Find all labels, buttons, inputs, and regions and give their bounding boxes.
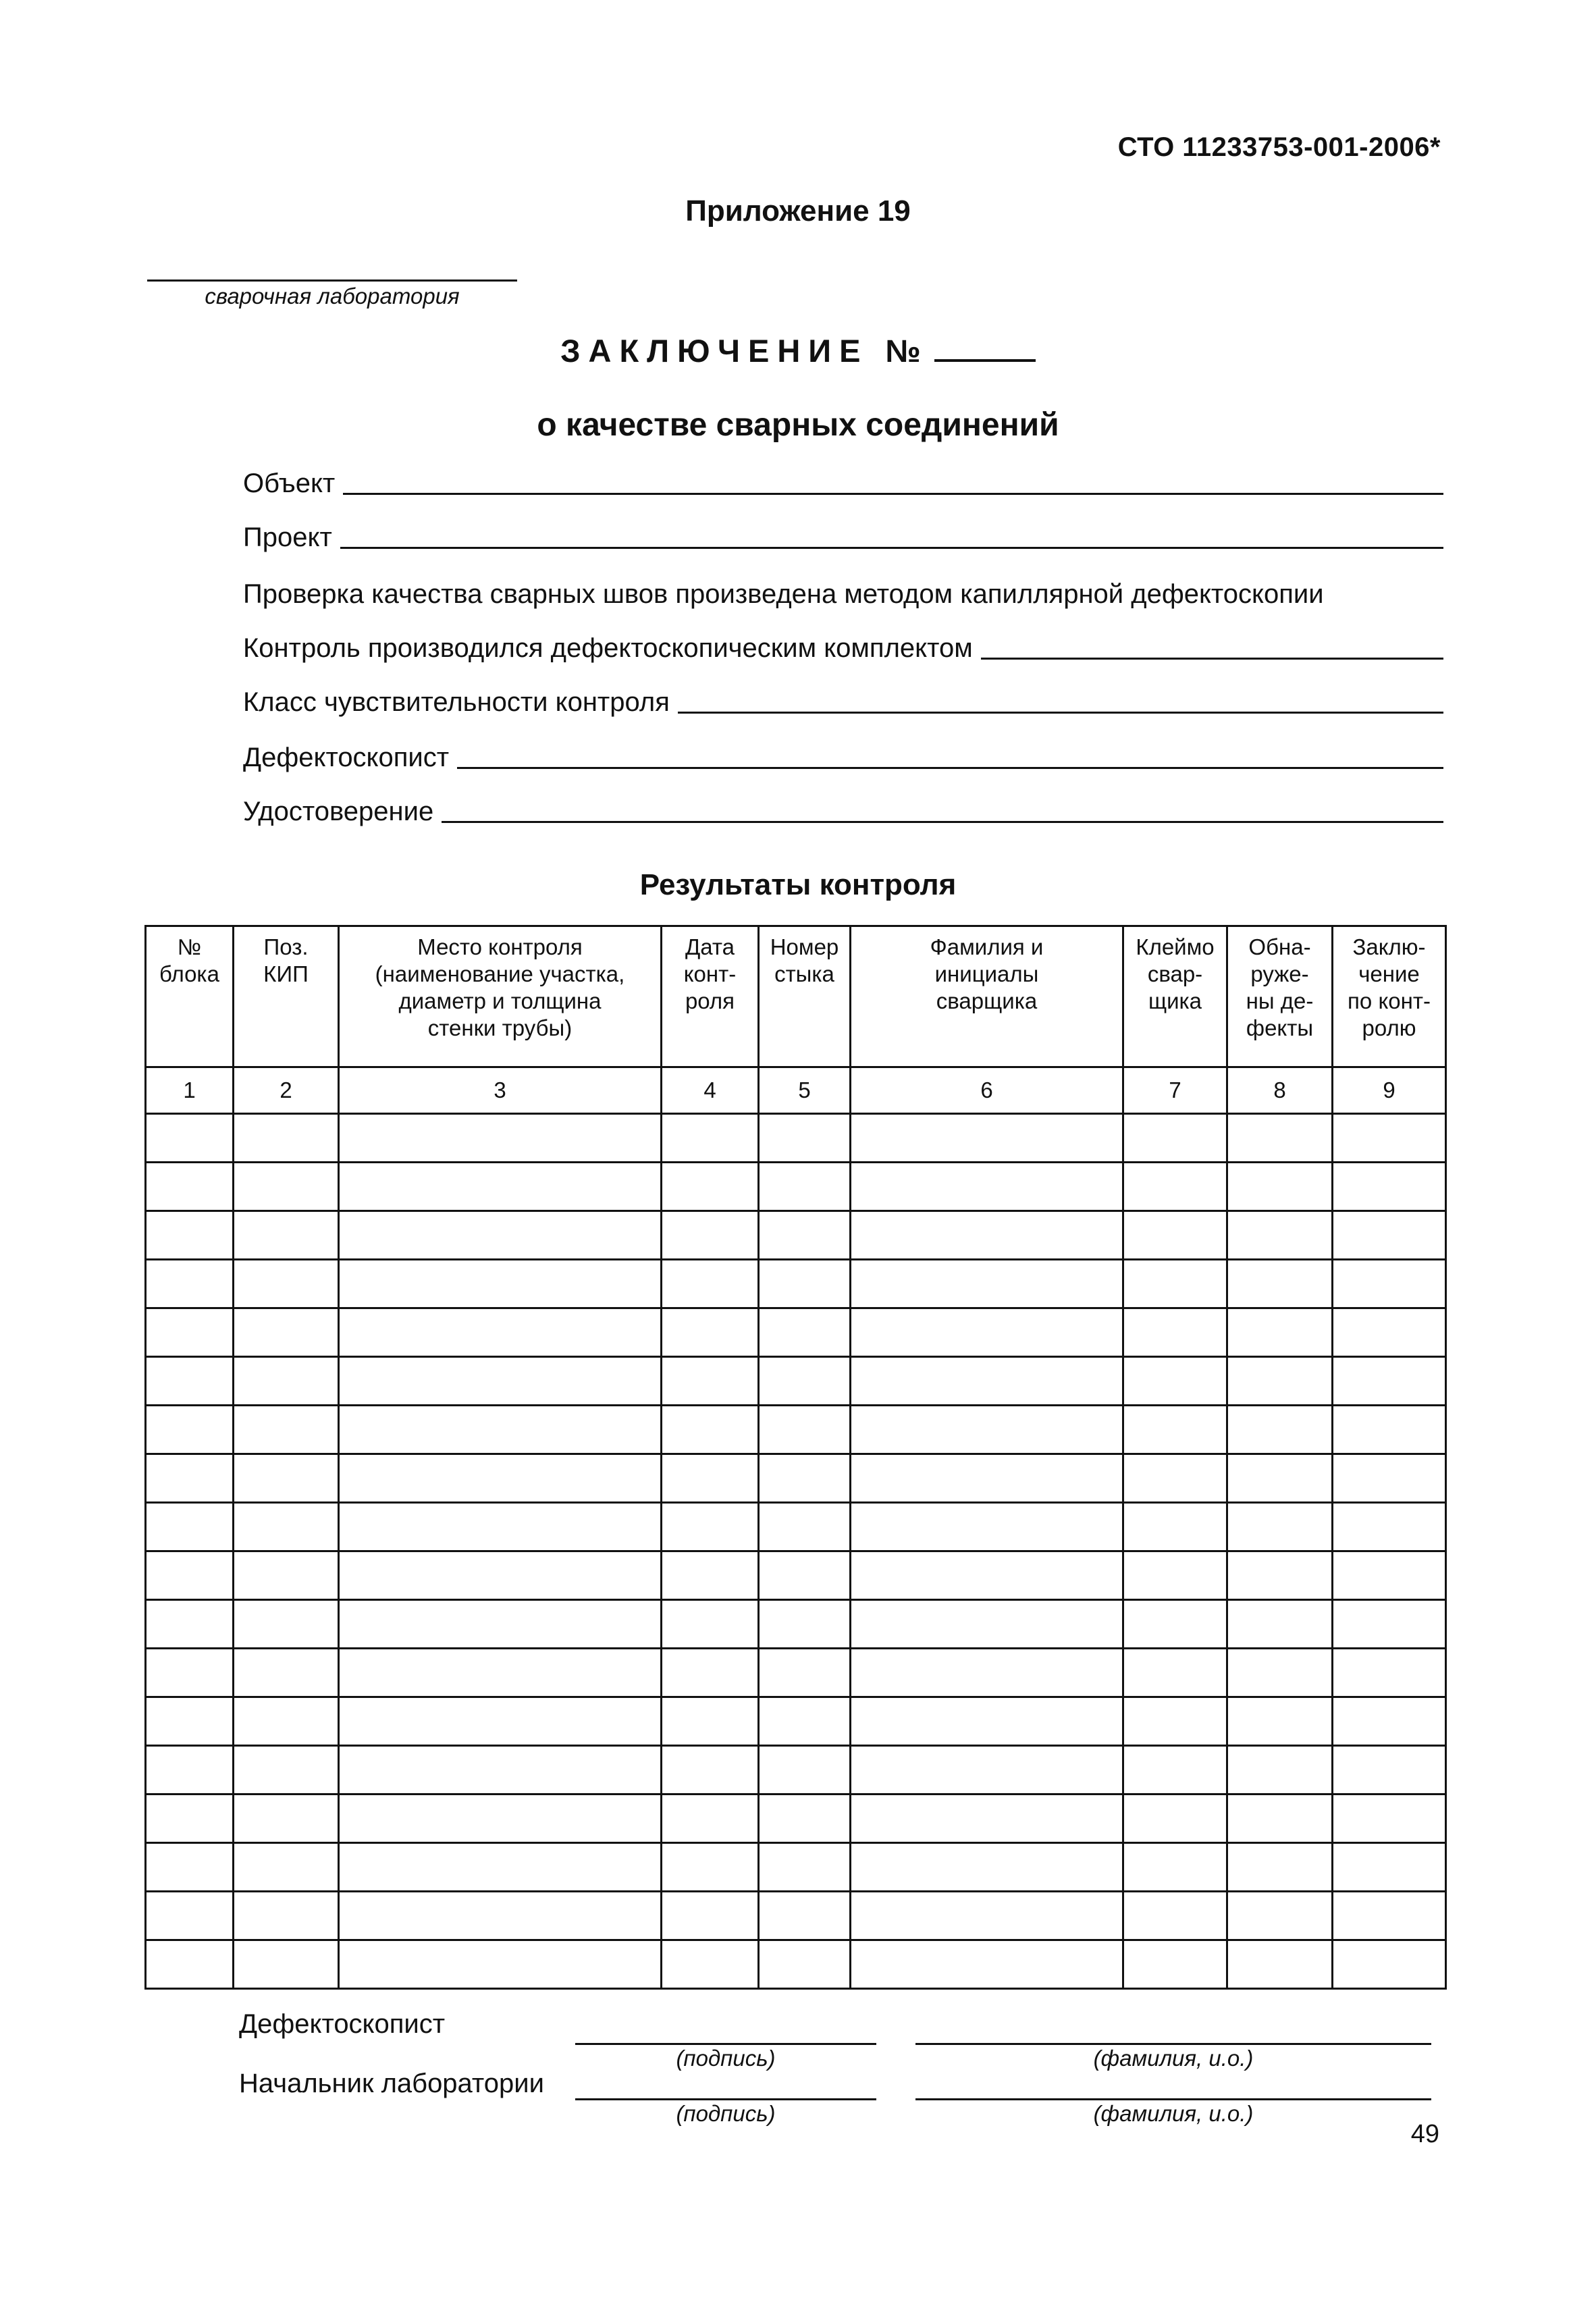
object-input-line[interactable] <box>343 492 1443 495</box>
table-cell[interactable] <box>339 1843 662 1892</box>
sensitivity-field <box>243 687 1443 718</box>
project-field <box>243 523 1443 553</box>
table-cell[interactable] <box>146 1551 234 1600</box>
sign-head-name-line[interactable] <box>915 2098 1431 2100</box>
results-table <box>144 925 1447 1990</box>
table-cell[interactable] <box>851 1892 1123 1940</box>
table-cell[interactable] <box>851 1308 1123 1357</box>
table-cell[interactable] <box>1333 1649 1446 1697</box>
table-cell[interactable] <box>234 1649 339 1697</box>
table-cell[interactable] <box>234 1503 339 1551</box>
table-cell[interactable] <box>339 1892 662 1940</box>
sign-head-name-caption: (фамилия, и.о.) <box>1093 2101 1254 2126</box>
table-cell[interactable] <box>339 1600 662 1649</box>
table-cell[interactable] <box>759 1794 851 1843</box>
table-cell[interactable] <box>1123 1843 1227 1892</box>
table-cell[interactable] <box>1123 1308 1227 1357</box>
table-cell[interactable] <box>1227 1357 1333 1406</box>
table-cell[interactable] <box>339 1406 662 1454</box>
table-row <box>146 1697 1446 1746</box>
col-header-conclusion: Заклю- чение по конт- ролю <box>1333 926 1446 1067</box>
table-cell[interactable] <box>851 1454 1123 1503</box>
table-cell[interactable] <box>759 1940 851 1989</box>
table-cell[interactable] <box>146 1454 234 1503</box>
sign-head-signature-line[interactable] <box>575 2098 876 2100</box>
table-cell[interactable] <box>339 1794 662 1843</box>
table-cell[interactable] <box>662 1600 759 1649</box>
table-cell[interactable] <box>1227 1892 1333 1940</box>
table-cell[interactable] <box>339 1503 662 1551</box>
inspector-field <box>243 743 1443 773</box>
column-number: 4 <box>662 1067 759 1114</box>
table-cell[interactable] <box>146 1794 234 1843</box>
col-header-welder-stamp: Клеймо свар- щика <box>1123 926 1227 1067</box>
table-row <box>146 1503 1446 1551</box>
table-cell[interactable] <box>662 1260 759 1308</box>
table-cell[interactable] <box>1227 1843 1333 1892</box>
kit-label: Контроль производился дефектоскопическим комплектом <box>243 633 973 663</box>
method-text: Проверка качества сварных швов произведена методом капиллярной дефектоскопии <box>243 579 1324 609</box>
table-row <box>146 1649 1446 1697</box>
table-cell[interactable] <box>146 1114 234 1163</box>
table-cell[interactable] <box>234 1454 339 1503</box>
table-cell[interactable] <box>1333 1454 1446 1503</box>
column-number: 6 <box>851 1067 1123 1114</box>
sign-inspector-name-caption: (фамилия, и.о.) <box>1093 2046 1254 2071</box>
certificate-label: Удостоверение <box>243 797 434 826</box>
table-cell[interactable] <box>146 1357 234 1406</box>
table-cell[interactable] <box>1123 1746 1227 1794</box>
table-cell[interactable] <box>1227 1406 1333 1454</box>
lab-name-line[interactable] <box>147 280 517 282</box>
table-cell[interactable] <box>662 1697 759 1746</box>
sensitivity-input-line[interactable] <box>678 711 1443 714</box>
table-cell[interactable] <box>1227 1649 1333 1697</box>
sign-head-label: Начальник лаборатории <box>239 2069 544 2098</box>
table-cell[interactable] <box>759 1697 851 1746</box>
table-cell[interactable] <box>1333 1551 1446 1600</box>
table-cell[interactable] <box>851 1211 1123 1260</box>
kit-field <box>243 633 1443 664</box>
column-number: 8 <box>1227 1067 1333 1114</box>
table-cell[interactable] <box>1123 1114 1227 1163</box>
table-row <box>146 1357 1446 1406</box>
column-number: 7 <box>1123 1067 1227 1114</box>
table-cell[interactable] <box>1227 1308 1333 1357</box>
col-header-block: № блока <box>146 926 234 1067</box>
table-cell[interactable] <box>1123 1892 1227 1940</box>
table-cell[interactable] <box>339 1114 662 1163</box>
table-cell[interactable] <box>759 1211 851 1260</box>
column-number-row <box>146 1067 1446 1114</box>
table-cell[interactable] <box>234 1600 339 1649</box>
table-cell[interactable] <box>1123 1163 1227 1211</box>
table-cell[interactable] <box>851 1600 1123 1649</box>
col-header-joint: Номер стыка <box>759 926 851 1067</box>
table-cell[interactable] <box>662 1551 759 1600</box>
table-row <box>146 1211 1446 1260</box>
inspector-label: Дефектоскопист <box>243 743 450 772</box>
table-cell[interactable] <box>234 1260 339 1308</box>
header-row <box>146 926 1446 1067</box>
table-cell[interactable] <box>1333 1357 1446 1406</box>
table-cell[interactable] <box>759 1114 851 1163</box>
table-cell[interactable] <box>146 1940 234 1989</box>
table-cell[interactable] <box>1123 1649 1227 1697</box>
table-cell[interactable] <box>146 1260 234 1308</box>
certificate-field <box>243 797 1443 827</box>
table-cell[interactable] <box>146 1406 234 1454</box>
table-cell[interactable] <box>146 1697 234 1746</box>
table-cell[interactable] <box>851 1503 1123 1551</box>
table-cell[interactable] <box>146 1163 234 1211</box>
table-cell[interactable] <box>1333 1600 1446 1649</box>
table-cell[interactable] <box>1333 1697 1446 1746</box>
table-cell[interactable] <box>1333 1940 1446 1989</box>
table-cell[interactable] <box>662 1892 759 1940</box>
table-cell[interactable] <box>759 1260 851 1308</box>
table-cell[interactable] <box>234 1697 339 1746</box>
table-cell[interactable] <box>1227 1503 1333 1551</box>
table-row <box>146 1308 1446 1357</box>
document-code: СТО 11233753-001-2006* <box>1117 132 1441 162</box>
table-cell[interactable] <box>759 1649 851 1697</box>
table-cell[interactable] <box>234 1940 339 1989</box>
table-cell[interactable] <box>662 1308 759 1357</box>
results-title: Результаты контроля <box>639 868 957 901</box>
col-header-welder-name: Фамилия и инициалы сварщика <box>851 926 1123 1067</box>
table-row <box>146 1600 1446 1649</box>
table-cell[interactable] <box>339 1746 662 1794</box>
table-cell[interactable] <box>759 1406 851 1454</box>
col-header-date: Дата конт- роля <box>662 926 759 1067</box>
table-cell[interactable] <box>1123 1697 1227 1746</box>
table-cell[interactable] <box>1123 1940 1227 1989</box>
sign-inspector-label: Дефектоскопист <box>239 2009 446 2039</box>
table-cell[interactable] <box>662 1114 759 1163</box>
page-number: 49 <box>1410 2120 1439 2148</box>
table-cell[interactable] <box>759 1163 851 1211</box>
column-number: 9 <box>1333 1067 1446 1114</box>
object-field <box>243 469 1443 499</box>
table-cell[interactable] <box>1333 1308 1446 1357</box>
table-cell[interactable] <box>1123 1551 1227 1600</box>
table-cell[interactable] <box>759 1308 851 1357</box>
table-cell[interactable] <box>759 1600 851 1649</box>
table-cell[interactable] <box>1227 1794 1333 1843</box>
table-row <box>146 1551 1446 1600</box>
table-cell[interactable] <box>662 1503 759 1551</box>
table-cell[interactable] <box>234 1892 339 1940</box>
table-cell[interactable] <box>851 1551 1123 1600</box>
table-cell[interactable] <box>1333 1114 1446 1163</box>
table-cell[interactable] <box>234 1163 339 1211</box>
table-cell[interactable] <box>1227 1211 1333 1260</box>
table-cell[interactable] <box>759 1454 851 1503</box>
table-cell[interactable] <box>759 1551 851 1600</box>
table-cell[interactable] <box>759 1892 851 1940</box>
table-row <box>146 1114 1446 1163</box>
table-cell[interactable] <box>234 1406 339 1454</box>
table-cell[interactable] <box>339 1163 662 1211</box>
table-cell[interactable] <box>851 1697 1123 1746</box>
table-cell[interactable] <box>662 1746 759 1794</box>
table-cell[interactable] <box>851 1163 1123 1211</box>
table-cell[interactable] <box>1333 1406 1446 1454</box>
table-cell[interactable] <box>234 1308 339 1357</box>
certificate-input-line[interactable] <box>442 820 1443 823</box>
table-cell[interactable] <box>1227 1114 1333 1163</box>
table-cell[interactable] <box>1123 1211 1227 1260</box>
table-row <box>146 1794 1446 1843</box>
table-cell[interactable] <box>662 1357 759 1406</box>
table-cell[interactable] <box>1227 1746 1333 1794</box>
table-cell[interactable] <box>662 1163 759 1211</box>
table-cell[interactable] <box>234 1357 339 1406</box>
table-cell[interactable] <box>1333 1843 1446 1892</box>
table-cell[interactable] <box>662 1211 759 1260</box>
table-cell[interactable] <box>234 1551 339 1600</box>
lab-caption: сварочная лаборатория <box>205 284 460 309</box>
table-cell[interactable] <box>662 1406 759 1454</box>
conclusion-title <box>0 332 1596 369</box>
table-cell[interactable] <box>1333 1163 1446 1211</box>
table-cell[interactable] <box>234 1114 339 1163</box>
table-cell[interactable] <box>851 1843 1123 1892</box>
column-number: 2 <box>234 1067 339 1114</box>
table-cell[interactable] <box>1333 1892 1446 1940</box>
table-cell[interactable] <box>662 1843 759 1892</box>
sign-head-signature-caption: (подпись) <box>676 2101 776 2126</box>
table-row <box>146 1746 1446 1794</box>
col-header-location: Место контроля (наименование участка, диаметр и толщина стенки трубы) <box>339 926 662 1067</box>
conclusion-heading: ЗАКЛЮЧЕНИЕ № <box>560 333 929 369</box>
table-cell[interactable] <box>851 1649 1123 1697</box>
table-row <box>146 1260 1446 1308</box>
table-cell[interactable] <box>851 1114 1123 1163</box>
table-cell[interactable] <box>662 1940 759 1989</box>
table-cell[interactable] <box>234 1794 339 1843</box>
table-row <box>146 1940 1446 1989</box>
sign-inspector-name-line[interactable] <box>915 2043 1431 2045</box>
table-cell[interactable] <box>339 1551 662 1600</box>
table-cell[interactable] <box>851 1940 1123 1989</box>
table-cell[interactable] <box>339 1940 662 1989</box>
table-cell[interactable] <box>1227 1551 1333 1600</box>
table-cell[interactable] <box>1123 1600 1227 1649</box>
table-cell[interactable] <box>339 1211 662 1260</box>
table-row <box>146 1843 1446 1892</box>
inspector-input-line[interactable] <box>457 766 1443 769</box>
table-cell[interactable] <box>662 1649 759 1697</box>
table-cell[interactable] <box>1227 1940 1333 1989</box>
table-cell[interactable] <box>339 1308 662 1357</box>
table-cell[interactable] <box>662 1794 759 1843</box>
table-cell[interactable] <box>851 1794 1123 1843</box>
table-cell[interactable] <box>1123 1357 1227 1406</box>
table-cell[interactable] <box>1227 1163 1333 1211</box>
col-header-defects: Обна- руже- ны де- фекты <box>1227 926 1333 1067</box>
project-label: Проект <box>243 523 332 552</box>
column-number: 5 <box>759 1067 851 1114</box>
kit-input-line[interactable] <box>981 657 1443 660</box>
table-cell[interactable] <box>146 1600 234 1649</box>
object-label: Объект <box>243 469 336 498</box>
table-cell[interactable] <box>1227 1454 1333 1503</box>
table-cell[interactable] <box>1123 1260 1227 1308</box>
table-cell[interactable] <box>339 1260 662 1308</box>
table-cell[interactable] <box>146 1211 234 1260</box>
table-row <box>146 1454 1446 1503</box>
table-cell[interactable] <box>1123 1794 1227 1843</box>
table-cell[interactable] <box>234 1746 339 1794</box>
table-cell[interactable] <box>662 1454 759 1503</box>
table-cell[interactable] <box>759 1746 851 1794</box>
table-cell[interactable] <box>759 1843 851 1892</box>
table-cell[interactable] <box>851 1357 1123 1406</box>
table-cell[interactable] <box>146 1308 234 1357</box>
table-cell[interactable] <box>146 1503 234 1551</box>
table-cell[interactable] <box>1227 1697 1333 1746</box>
table-cell[interactable] <box>851 1260 1123 1308</box>
table-cell[interactable] <box>339 1357 662 1406</box>
sign-inspector-signature-caption: (подпись) <box>676 2046 776 2071</box>
table-cell[interactable] <box>1333 1503 1446 1551</box>
project-input-line[interactable] <box>340 546 1443 549</box>
table-cell[interactable] <box>234 1211 339 1260</box>
table-cell[interactable] <box>1333 1211 1446 1260</box>
table-cell[interactable] <box>1333 1746 1446 1794</box>
table-row <box>146 1406 1446 1454</box>
sign-inspector-signature-line[interactable] <box>575 2043 876 2045</box>
column-number: 1 <box>146 1067 234 1114</box>
table-cell[interactable] <box>146 1746 234 1794</box>
table-cell[interactable] <box>339 1649 662 1697</box>
table-row <box>146 1892 1446 1940</box>
table-cell[interactable] <box>1227 1260 1333 1308</box>
table-cell[interactable] <box>1333 1794 1446 1843</box>
col-header-kip: Поз. КИП <box>234 926 339 1067</box>
table-cell[interactable] <box>1123 1503 1227 1551</box>
table-cell[interactable] <box>1123 1454 1227 1503</box>
table-cell[interactable] <box>759 1503 851 1551</box>
table-cell[interactable] <box>339 1454 662 1503</box>
table-cell[interactable] <box>146 1892 234 1940</box>
table-cell[interactable] <box>146 1649 234 1697</box>
table-cell[interactable] <box>851 1406 1123 1454</box>
table-cell[interactable] <box>759 1357 851 1406</box>
conclusion-subtitle: о качестве сварных соединений <box>537 407 1059 443</box>
sensitivity-label: Класс чувствительности контроля <box>243 687 670 717</box>
table-cell[interactable] <box>234 1843 339 1892</box>
appendix-title: Приложение 19 <box>685 194 911 228</box>
column-number: 3 <box>339 1067 662 1114</box>
table-cell[interactable] <box>1333 1260 1446 1308</box>
table-cell[interactable] <box>146 1843 234 1892</box>
table-cell[interactable] <box>1227 1600 1333 1649</box>
table-cell[interactable] <box>1123 1406 1227 1454</box>
conclusion-number-blank[interactable] <box>934 359 1036 362</box>
table-cell[interactable] <box>851 1746 1123 1794</box>
table-row <box>146 1163 1446 1211</box>
table-cell[interactable] <box>339 1697 662 1746</box>
